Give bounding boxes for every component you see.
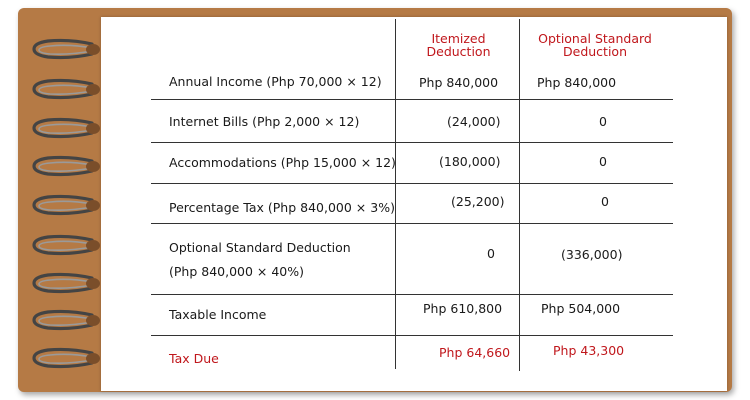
binding-hole: [86, 84, 100, 95]
optional-taxable-income: Php 504,000: [541, 301, 621, 316]
itemized-tax-due: Php 64,660: [439, 345, 511, 360]
itemized-internet-bills: (24,000): [447, 114, 501, 129]
optional-accommodations: 0: [599, 154, 607, 169]
binding-hole: [86, 123, 100, 134]
binding-hole: [86, 200, 100, 211]
optional-internet-bills: 0: [599, 114, 607, 129]
row-divider: [151, 142, 673, 143]
binding-hole: [86, 315, 100, 326]
optional-annual-income: Php 840,000: [537, 75, 617, 90]
row-divider: [151, 183, 673, 184]
row-label-tax-due: Tax Due: [169, 351, 219, 366]
binding-hole: [86, 161, 100, 172]
header-itemized-line1: Itemized: [431, 31, 486, 46]
itemized-taxable-income: Php 610,800: [423, 301, 503, 316]
row-label-percentage-tax: Percentage Tax (Php 840,000 × 3%): [169, 200, 395, 215]
column-divider-optional: [519, 19, 520, 371]
row-label-optional-standard-deduction: Optional Standard Deduction: [169, 240, 351, 255]
optional-percentage-tax: 0: [601, 194, 609, 209]
itemized-optional-standard-deduction: 0: [487, 246, 495, 261]
binding-hole: [86, 44, 100, 55]
optional-optional-standard-deduction: (336,000): [561, 247, 623, 262]
row-label-accommodations: Accommodations (Php 15,000 × 12): [169, 155, 396, 170]
header-itemized-line2: Deduction: [426, 44, 491, 59]
header-optional-standard-deduction: [525, 32, 665, 58]
row-label-internet-bills: Internet Bills (Php 2,000 × 12): [169, 114, 360, 129]
binding-hole: [86, 278, 100, 289]
optional-tax-due: Php 43,300: [553, 343, 625, 358]
row-label-annual-income: Annual Income (Php 70,000 × 12): [169, 74, 382, 89]
binding-hole: [86, 240, 100, 251]
itemized-percentage-tax: (25,200): [451, 194, 505, 209]
notebook-page: [101, 17, 727, 391]
binding-hole: [86, 353, 100, 364]
row-divider: [151, 99, 673, 100]
itemized-accommodations: (180,000): [439, 154, 501, 169]
itemized-annual-income: Php 840,000: [419, 75, 499, 90]
row-divider: [151, 335, 673, 336]
column-divider-itemized: [395, 19, 396, 369]
row-sublabel-optional-standard-deduction: (Php 840,000 × 40%): [169, 264, 305, 279]
header-itemized-deduction: [401, 32, 516, 58]
row-divider: [151, 223, 673, 224]
row-divider: [151, 294, 673, 295]
header-optional-line2: Deduction: [563, 44, 627, 59]
header-optional-line1: Optional Standard: [538, 31, 652, 46]
row-label-taxable-income: Taxable Income: [169, 307, 267, 322]
